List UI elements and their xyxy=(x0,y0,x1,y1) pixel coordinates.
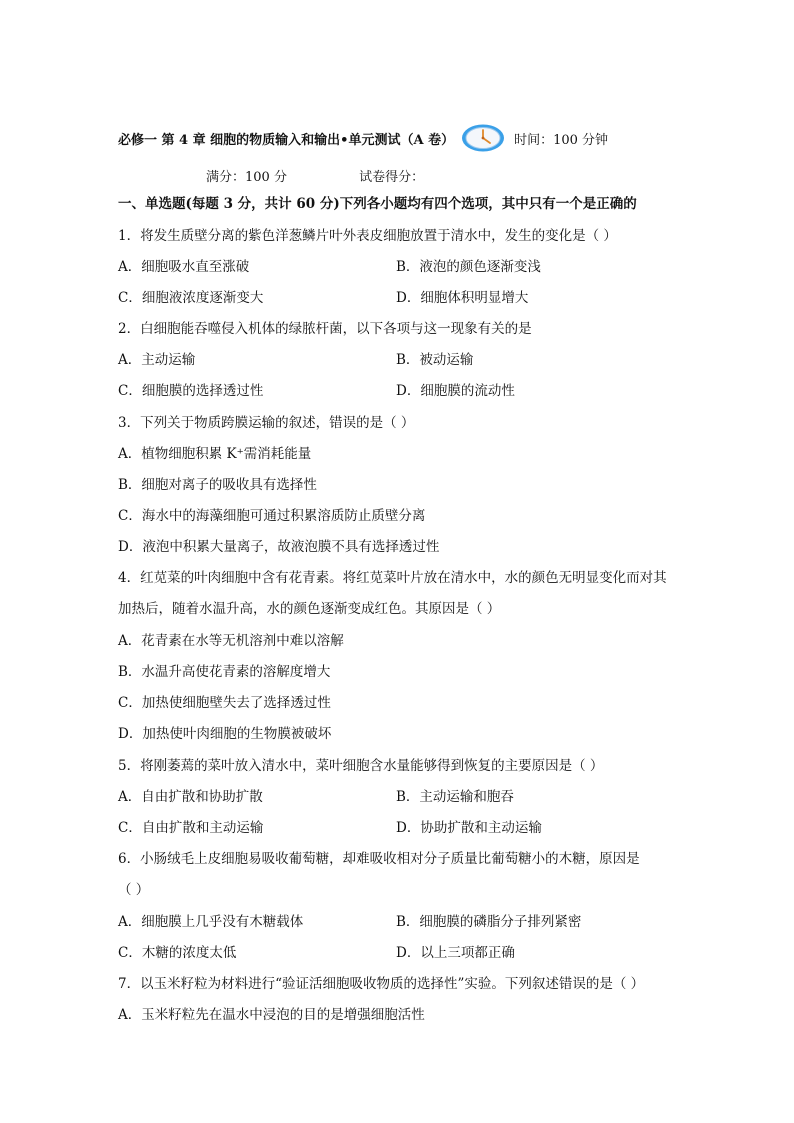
question-7-option-a: A．玉米籽粒先在温水中浸泡的目的是增强细胞活性 xyxy=(118,1007,425,1023)
question-5-stem: 5．将刚萎蔫的菜叶放入清水中，菜叶细胞含水量能够得到恢复的主要原因是（ ） xyxy=(118,758,604,774)
question-3-option-c: C．海水中的海藻细胞可通过积累溶质防止质壁分离 xyxy=(118,508,426,524)
question-1-option-b: B．液泡的颜色逐渐变浅 xyxy=(396,259,541,275)
exam-score: 试卷得分： xyxy=(359,170,425,185)
question-6-stem: 6．小肠绒毛上皮细胞易吸收葡萄糖，却难吸收相对分子质量比葡萄糖小的木糖，原因是 xyxy=(118,851,640,867)
question-1-option-a: A．细胞吸水直至涨破 xyxy=(118,259,250,275)
question-4-option-d: D．加热使叶肉细胞的生物膜被破坏 xyxy=(118,726,332,742)
question-6-option-c: C．木糖的浓度太低 xyxy=(118,945,237,961)
question-3-stem: 3．下列关于物质跨膜运输的叙述，错误的是（ ） xyxy=(118,415,415,431)
question-4-stem: 4．红苋菜的叶肉细胞中含有花青素。将红苋菜叶片放在清水中，水的颜色无明显变化而对其 xyxy=(118,570,667,586)
question-2-option-d: D．细胞膜的流动性 xyxy=(396,383,515,399)
question-2-option-b: B．被动运输 xyxy=(396,352,474,368)
question-7-stem: 7．以玉米籽粒为材料进行“验证活细胞吸收物质的选择性”实验。下列叙述错误的是（ ） xyxy=(118,976,645,992)
question-5-option-a: A．自由扩散和协助扩散 xyxy=(118,789,263,805)
question-3-option-d: D．液泡中积累大量离子，故液泡膜不具有选择透过性 xyxy=(118,539,440,555)
question-5-option-c: C．自由扩散和主动运输 xyxy=(118,820,264,836)
question-1-stem: 1．将发生质壁分离的紫色洋葱鳞片叶外表皮细胞放置于清水中，发生的变化是（ ） xyxy=(118,228,617,244)
question-4-option-b: B．水温升高使花青素的溶解度增大 xyxy=(118,664,331,680)
question-6-option-a: A．细胞膜上几乎没有木糖载体 xyxy=(118,914,304,930)
clock-icon xyxy=(460,123,506,153)
time-limit: 时间：100 分钟 xyxy=(514,132,609,148)
question-2-option-c: C．细胞膜的选择透过性 xyxy=(118,383,264,399)
question-6-option-b: B．细胞膜的磷脂分子排列紧密 xyxy=(396,914,582,930)
question-1-option-d: D．细胞体积明显增大 xyxy=(396,290,529,306)
question-4-option-a: A．花青素在水等无机溶剂中难以溶解 xyxy=(118,633,344,649)
question-2-stem: 2．白细胞能吞噬侵入机体的绿脓杆菌，以下各项与这一现象有关的是 xyxy=(118,321,532,337)
question-4-stem-cont: 加热后，随着水温升高，水的颜色逐渐变成红色。其原因是（ ） xyxy=(118,601,501,617)
question-2-option-a: A．主动运输 xyxy=(118,352,196,368)
question-3-option-b: B．细胞对离子的吸收具有选择性 xyxy=(118,477,317,493)
question-6-stem-cont: （ ） xyxy=(118,882,150,898)
section-title: 一、单选题(每题 3 分，共计 60 分)下列各小题均有四个选项，其中只有一个是正确的 xyxy=(118,196,637,212)
question-4-option-c: C．加热使细胞壁失去了选择透过性 xyxy=(118,695,331,711)
question-5-option-d: D．协助扩散和主动运输 xyxy=(396,820,542,836)
score-row xyxy=(206,166,424,185)
question-6-option-d: D．以上三项都正确 xyxy=(396,945,515,961)
header-row xyxy=(118,120,678,156)
question-5-option-b: B．主动运输和胞吞 xyxy=(396,789,514,805)
question-1-option-c: C．细胞液浓度逐渐变大 xyxy=(118,290,264,306)
exam-title: 必修一 第 4 章 细胞的物质输入和输出•单元测试（A 卷） xyxy=(118,132,455,148)
question-3-option-a: A．植物细胞积累 K⁺需消耗能量 xyxy=(118,446,312,462)
full-score: 满分：100 分 xyxy=(206,170,287,185)
